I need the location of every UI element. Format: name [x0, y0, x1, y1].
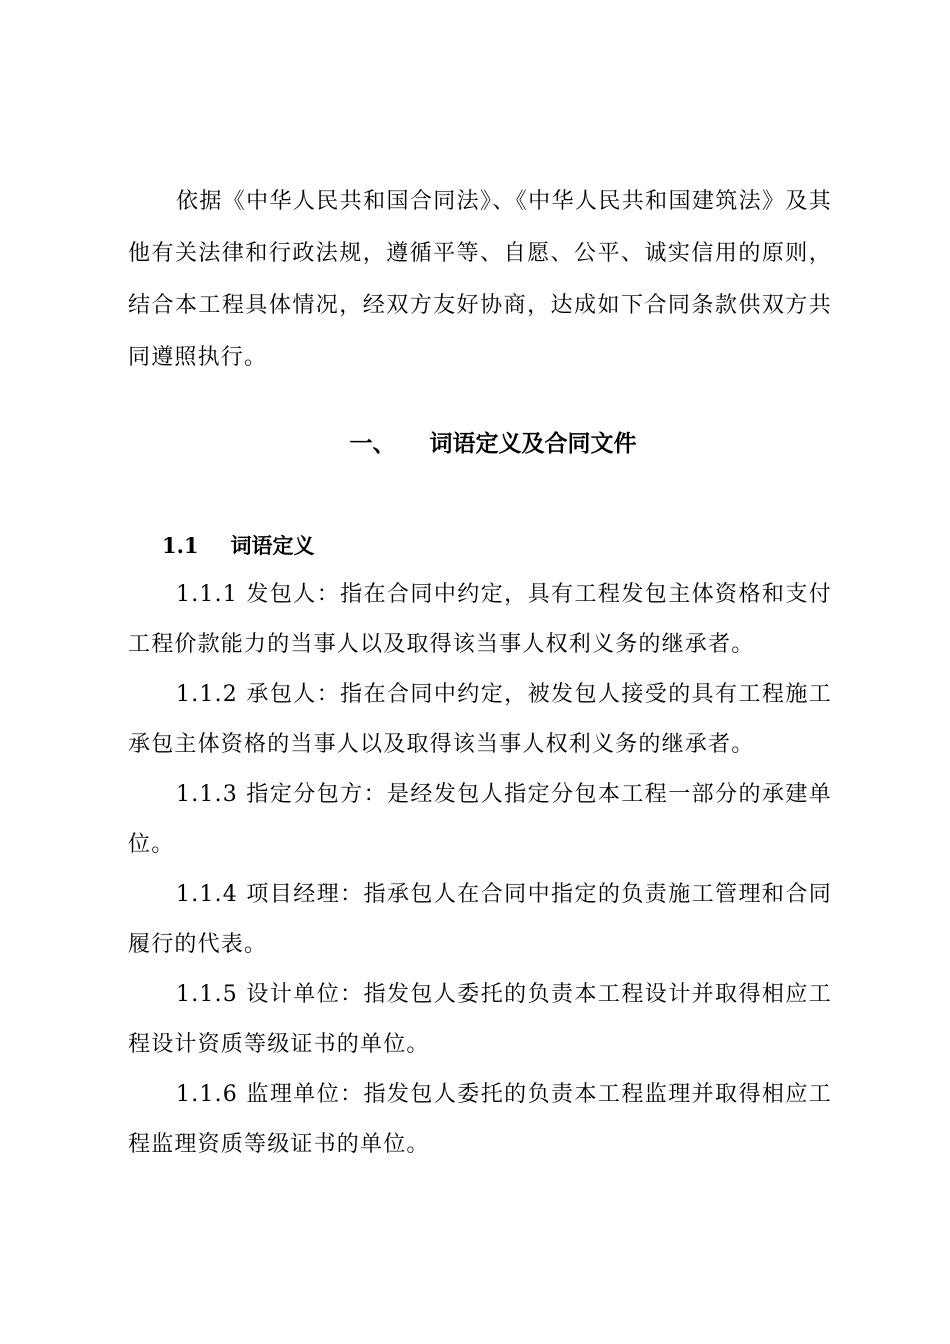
chapter-title: 词语定义及合同文件 — [429, 431, 637, 457]
definitions-list — [128, 570, 832, 1170]
definition-item: 1.1.6 监理单位：指发包人委托的负责本工程监理并取得相应工程监理资质等级证书的单位。 — [128, 1082, 832, 1157]
section-number: 1.1 — [162, 533, 199, 558]
definition-item: 1.1.4 项目经理：指承包人在合同中指定的负责施工管理和合同履行的代表。 — [128, 882, 832, 957]
definition-item: 1.1.2 承包人：指在合同中约定，被发包人接受的具有工程施工承包主体资格的当事人以及取得该当事人权利义务的继承者。 — [128, 682, 832, 757]
section-heading — [162, 526, 315, 566]
definition-item: 1.1.5 设计单位：指发包人委托的负责本工程设计并取得相应工程设计资质等级证书的单位。 — [128, 982, 832, 1057]
chapter-number: 一、 — [349, 431, 396, 457]
definition-item: 1.1.3 指定分包方：是经发包人指定分包本工程一部分的承建单位。 — [128, 782, 832, 857]
chapter-heading — [0, 424, 950, 464]
definition-item: 1.1.1 发包人：指在合同中约定，具有工程发包主体资格和支付工程价款能力的当事人以及取得该当事人权利义务的继承者。 — [128, 582, 832, 657]
section-title: 词语定义 — [230, 534, 315, 558]
intro-paragraph: 依据《中华人民共和国合同法》、《中华人民共和国建筑法》及其他有关法律和行政法规，遵循平等、自愿、公平、诚实信用的原则，结合本工程具体情况，经双方友好协商，达成如下合同条款供双方共同遵照执行。 — [128, 189, 832, 370]
